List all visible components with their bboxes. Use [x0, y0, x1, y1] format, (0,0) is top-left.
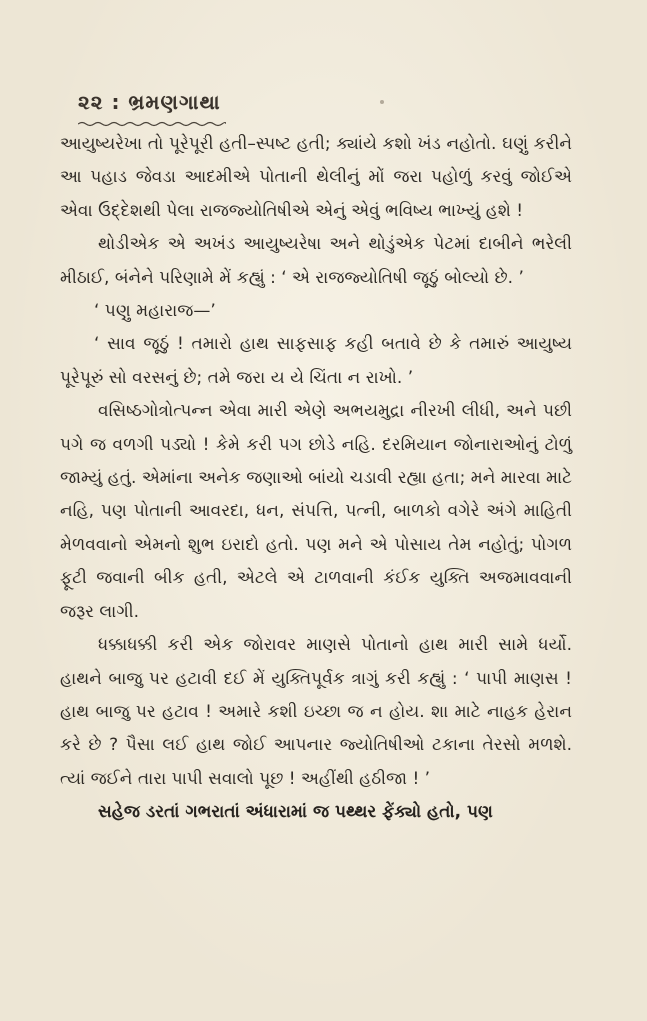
paragraph-4: ‘ સાવ જૂઠું ! તમારો હાથ સાફસાફ કહી બતાવે છે કે તમારું આયુષ્ય પૂરેપૂરું સો વરસનું છે; તમે જરા ય યે ચિંતા ન રાખો. ’: [60, 334, 572, 388]
decorative-wavy-rule: [78, 121, 226, 127]
paragraph-3: ‘ પણુ મહારાજ—’: [94, 301, 216, 322]
paragraph-5: વસિષ્ઠગોત્રોત્પન્ન એવા મારી એણે અભયમુદ્રા નીરખી લીધી, અને પછી પગે જ વળગી પડ્યો ! કેમે કરી પગ છોડે નહિ. દરમિયાન જોનારાઓનું ટોળું જામ્યું હતું. એમાંના અનેક જણાઓ બાંયો ચડાવી રહ્યા હતા; મને મારવા માટે નહિ, પણ પોતાની આવરદા, ધન, સંપત્તિ, પત્ની, બાળકો વગેરે અંગે માહિતી મેળવવાનો એમનો શુભ ઇરાદો હતો. પણ મને એ પોસાય તેમ નહોતું; પોગળ ફૂટી જવાની બીક હતી, એટલે એ ટાળવાની કંઈક યુક્તિ અજમાવવાની જરૂર લાગી.: [60, 401, 572, 622]
body-text: [60, 128, 572, 830]
paper-speck: [380, 100, 384, 104]
paragraph-2: થોડીએક એ અખંડ આયુષ્યરેષા અને થોડુંએક પેટમાં દાબીને ભરેલી મીઠાઈ, બંનેને પરિણામે મેં કહ્યું : ‘ એ રાજજ્યોતિષી જૂઠું બોલ્યો છે. ’: [60, 234, 572, 288]
paragraph-6: ધક્કાધક્કી કરી એક જોરાવર માણસે પોતાનો હાથ મારી સામે ધર્યો. હાથને બાજુ પર હટાવી દઈ મેં યુક્તિપૂર્વક ત્રાગું કરી કહ્યું : ‘ પાપી માણસ ! હાથ બાજુ પર હટાવ ! અમારે કશી ઇચ્છા જ ન હોય. શા માટે નાહક હેરાન કરે છે ? પૈસા લઈ હાથ જોઈ આપનાર જ્યોતિષીઓ ટકાના તેરસો મળશે. ત્યાં જઈને તારા પાપી સવાલો પૂછ ! અહીંથી હઠીજા ! ’: [60, 635, 572, 789]
running-head: ૨૨ : ભ્રમણગાથા: [78, 90, 221, 114]
paragraph-7: સહેજ ડરતાં ગભરાતાં અંધારામાં જ પથ્થર ફેંક્યો હતો, પણ: [98, 802, 493, 823]
paragraph-1: આયુષ્યરેખા તો પૂરેપૂરી હતી–સ્પષ્ટ હતી; ક્યાંયે કશો ખંડ નહોતો. ઘણું કરીને આ પહાડ જેવડા આદમીએ પોતાની થેલીનું મોં જરા પહોળું કરવું જોઈએ એવા ઉદ્દેશથી પેલા રાજજ્યોતિષીએ એનું એવું ભવિષ્ય ભાખ્યું હશે !: [60, 134, 572, 221]
